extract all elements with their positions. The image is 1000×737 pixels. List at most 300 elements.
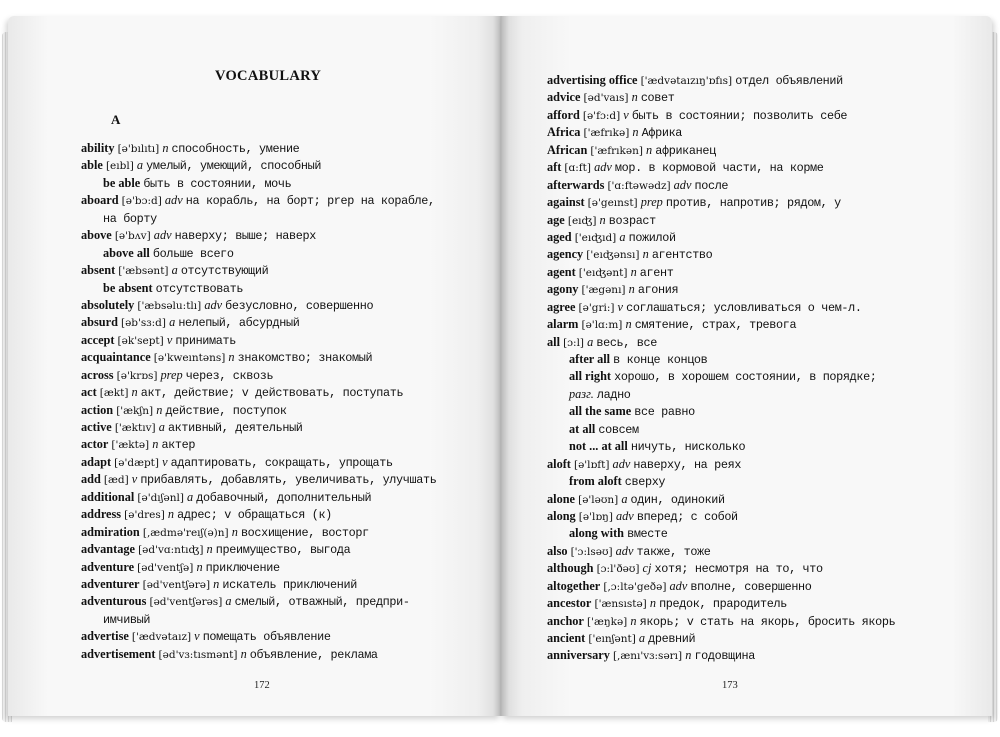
part-of-speech: v <box>617 299 624 314</box>
definition: адаптировать, сокращать, упрощать <box>170 455 393 470</box>
part-of-speech: a <box>171 263 178 278</box>
part-of-speech: n <box>213 576 220 591</box>
definition: добавочный, дополнительный <box>196 490 372 505</box>
definition: против, напротив; рядом, у <box>665 196 841 211</box>
transcription: ['eıʤənt] <box>578 266 628 279</box>
transcription: [ə'dres] <box>124 509 165 522</box>
definition: пожилой <box>628 230 676 245</box>
part-of-speech: prep <box>160 367 183 382</box>
vocabulary-entry <box>547 159 947 176</box>
headword: absurd <box>81 315 118 330</box>
part-of-speech: n <box>630 264 637 279</box>
headword: adventure <box>81 559 135 574</box>
transcription: [ə'geınst] <box>587 197 638 210</box>
headword: accept <box>81 332 115 347</box>
vocabulary-entry <box>547 246 947 263</box>
vocabulary-entry <box>81 541 471 558</box>
headword: ancestor <box>547 596 592 611</box>
definition: предок, прародитель <box>659 597 787 612</box>
vocabulary-entry <box>547 613 947 630</box>
vocabulary-entry <box>81 332 471 349</box>
vocabulary-entry <box>547 72 947 89</box>
vocabulary-entry <box>547 89 947 106</box>
headword: afterwards <box>547 177 605 192</box>
transcription: [ækt] <box>99 387 129 400</box>
part-of-speech: разг. <box>569 386 594 401</box>
vocabulary-entry <box>81 576 471 593</box>
part-of-speech: a <box>587 334 594 349</box>
transcription: [,ædmə'reıʃ(ə)n] <box>142 526 229 539</box>
transcription: ['æbsəlu:tlı] <box>137 299 202 312</box>
transcription: [ə'bʌv] <box>114 230 151 243</box>
vocabulary-entry <box>547 543 947 560</box>
vocabulary-entry <box>547 421 947 438</box>
part-of-speech: adv <box>164 193 183 208</box>
definition: приключение <box>205 560 280 575</box>
transcription: ['ɔ:lsəʊ] <box>570 545 613 558</box>
part-of-speech: adv <box>669 578 688 593</box>
definition: агентство <box>651 248 713 263</box>
headword: all <box>547 334 560 349</box>
headword: also <box>547 543 568 558</box>
transcription: [,ɔ:ltə'geðə] <box>603 580 667 593</box>
definition: вполне, совершенно <box>690 579 812 594</box>
part-of-speech: n <box>228 350 235 365</box>
headword: be able <box>103 175 141 190</box>
headword: adventurous <box>81 594 147 609</box>
definition: один, одинокий <box>630 492 725 507</box>
headword: advantage <box>81 542 135 557</box>
headword: additional <box>81 489 135 504</box>
transcription: [ə'dæpt] <box>114 456 159 469</box>
transcription: ['æfrıkən] <box>590 144 643 157</box>
transcription: [eıbl] <box>105 160 134 173</box>
part-of-speech: n <box>631 90 638 105</box>
page-number-right: 173 <box>722 680 738 691</box>
transcription: ['ækʃn] <box>116 404 154 417</box>
headword: age <box>547 212 565 227</box>
definition: все равно <box>634 405 695 420</box>
vocabulary-entry <box>81 210 471 227</box>
transcription: [ə'dıʃənl] <box>137 491 184 504</box>
headword: act <box>81 385 97 400</box>
transcription: [ə'bɔ:d] <box>121 195 162 208</box>
vocabulary-entry <box>81 280 471 297</box>
headword: at all <box>569 421 596 436</box>
vocabulary-entry <box>547 281 947 298</box>
transcription: [əb'sɜ:d] <box>121 317 167 330</box>
definition: имчивый <box>103 612 151 627</box>
headword: along with <box>569 526 625 541</box>
transcription: ['eıʤıd] <box>574 231 617 244</box>
vocabulary-entry <box>547 403 947 420</box>
definition: весь, все <box>596 335 657 350</box>
headword: active <box>81 420 112 434</box>
transcription: [ə'lɑ:m] <box>581 319 623 332</box>
headword: aged <box>547 229 572 244</box>
transcription: [ə'fɔ:d] <box>582 109 621 122</box>
vocabulary-entry <box>547 368 947 385</box>
definition: больше всего <box>152 246 234 261</box>
headword: actor <box>81 437 109 452</box>
definition: наверху, на реях <box>633 457 742 472</box>
definition: быть в состоянии; позволить себе <box>631 108 848 123</box>
part-of-speech: a <box>158 420 165 434</box>
headword: be absent <box>103 280 153 295</box>
part-of-speech: n <box>131 385 138 400</box>
transcription: ['eınʃənt] <box>588 633 636 645</box>
headword: adapt <box>81 454 112 469</box>
vocabulary-entry <box>81 593 471 610</box>
headword: afford <box>547 107 580 122</box>
transcription: ['æktə] <box>111 439 150 452</box>
headword: altogether <box>547 578 601 593</box>
vocabulary-entry <box>81 454 471 471</box>
vocabulary-entry <box>547 578 947 595</box>
vocabulary-entry <box>547 142 947 159</box>
definition: объявление, реклама <box>249 647 378 662</box>
part-of-speech: adv <box>615 543 634 558</box>
vocabulary-entry <box>81 367 471 384</box>
vocabulary-entry <box>81 611 471 628</box>
headword: although <box>547 561 594 576</box>
definition: мор. в кормовой части, на корме <box>614 161 824 176</box>
definition: отсутствующий <box>180 264 269 279</box>
definition: африканец <box>655 143 716 158</box>
headword: add <box>81 472 101 487</box>
part-of-speech: n <box>630 613 637 628</box>
part-of-speech: n <box>152 437 159 452</box>
headword: alone <box>547 491 576 506</box>
headword: across <box>81 367 114 382</box>
transcription: [ə'gri:] <box>578 301 615 314</box>
definition: отдел объявлений <box>735 74 843 88</box>
transcription: ['ædvətaızıŋ'ɒfıs] <box>640 75 733 87</box>
vocabulary-entry <box>547 212 947 229</box>
definition: хотя; несмотря на то, что <box>654 562 823 577</box>
transcription: [əd'ventʃərəs] <box>149 596 223 609</box>
transcription: [ə'lɒft] <box>573 458 610 471</box>
headword: action <box>81 402 114 417</box>
part-of-speech: n <box>625 317 632 332</box>
vocabulary-entry <box>547 456 947 473</box>
headword: not ... at all <box>569 439 628 454</box>
headword: agent <box>547 264 576 279</box>
transcription: ['ænsıstə] <box>594 598 647 611</box>
headword: after all <box>569 352 611 366</box>
definition: знакомство; знакомый <box>237 351 373 366</box>
vocabulary-entry <box>547 560 947 577</box>
part-of-speech: a <box>169 315 176 330</box>
definition: активный, деятельный <box>167 421 303 435</box>
vocabulary-entry <box>547 473 947 490</box>
part-of-speech: n <box>599 212 606 227</box>
transcription: ['æŋkə] <box>586 615 628 628</box>
part-of-speech: v <box>131 472 138 487</box>
definition: ладно <box>596 387 631 402</box>
definition: восхищение, восторг <box>240 525 369 540</box>
headword: Africa <box>547 125 581 140</box>
headword: above all <box>103 245 150 260</box>
part-of-speech: n <box>649 596 656 611</box>
vocabulary-entry <box>81 402 471 419</box>
headword: anniversary <box>547 648 610 663</box>
transcription: [ə'kweıntəns] <box>153 352 226 365</box>
part-of-speech: adv <box>153 228 172 243</box>
vocabulary-entry <box>547 194 947 211</box>
transcription: [əd'ventʃərə] <box>142 578 211 591</box>
part-of-speech: adv <box>616 508 634 523</box>
part-of-speech: adv <box>612 456 631 471</box>
transcription: ['æktıv] <box>114 422 156 434</box>
vocabulary-entry <box>547 107 947 124</box>
definition: на борту <box>103 211 157 226</box>
definition: актер <box>161 438 196 453</box>
part-of-speech: cj <box>642 561 652 576</box>
headword: acquaintance <box>81 350 151 365</box>
vocabulary-entry <box>547 438 947 455</box>
definition: умелый, умеющий, способный <box>146 159 322 174</box>
vocabulary-entry <box>547 491 947 508</box>
headword: able <box>81 158 103 173</box>
part-of-speech: v <box>194 629 200 644</box>
definition: в конце концов <box>613 353 708 367</box>
part-of-speech: n <box>642 247 649 262</box>
transcription: ['eıʤənsı] <box>586 249 640 262</box>
definition: хорошо, в хорошем состоянии, в порядке; <box>614 370 877 385</box>
headword: admiration <box>81 524 140 539</box>
headword: anchor <box>547 613 584 628</box>
transcription: [ə'bılıtı] <box>117 143 160 155</box>
definition: также, тоже <box>636 544 711 559</box>
definition: безусловно, совершенно <box>225 298 374 313</box>
headword: alarm <box>547 317 579 332</box>
section-letter: A <box>111 112 121 127</box>
transcription: [ɔ:l'ðəʊ] <box>596 563 640 576</box>
vocabulary-entry <box>547 525 947 542</box>
definition: искатель приключений <box>222 577 357 592</box>
headword: above <box>81 228 112 243</box>
definition: агония <box>637 283 679 298</box>
definition: принимать <box>175 333 236 348</box>
headword: adventurer <box>81 576 140 591</box>
part-of-speech: n <box>646 142 653 157</box>
definition: совет <box>640 91 675 106</box>
transcription: [æd] <box>103 474 129 487</box>
part-of-speech: n <box>156 402 163 417</box>
vocabulary-entry <box>81 471 471 488</box>
headword: agree <box>547 299 576 314</box>
headword: African <box>547 142 588 157</box>
transcription: [əd'vɜ:tısmənt] <box>158 648 238 661</box>
headword: ancient <box>547 631 586 645</box>
vocabulary-entry <box>547 229 947 246</box>
part-of-speech: adv <box>204 297 223 312</box>
part-of-speech: a <box>225 594 232 609</box>
headword: aft <box>547 160 562 175</box>
part-of-speech: n <box>240 646 247 661</box>
part-of-speech: n <box>196 559 203 574</box>
definition: нелепый, абсурдный <box>178 316 300 331</box>
vocabulary-entry <box>547 299 947 316</box>
vocabulary-entry <box>547 386 947 403</box>
headword: address <box>81 507 122 522</box>
part-of-speech: n <box>685 648 692 663</box>
part-of-speech: n <box>632 125 639 140</box>
definition: быть в состоянии, мочь <box>143 176 292 191</box>
transcription: [ək'sept] <box>117 334 164 347</box>
definition: наверху; выше; наверх <box>174 229 316 244</box>
part-of-speech: n <box>206 542 213 557</box>
transcription: [əd'vaıs] <box>583 92 629 105</box>
part-of-speech: adv <box>594 160 612 175</box>
vocabulary-entry <box>81 384 471 401</box>
transcription: [ə'krɒs] <box>116 369 158 382</box>
vocabulary-entry <box>81 506 471 523</box>
vocabulary-entry <box>547 124 947 141</box>
headword: advertisement <box>81 646 156 661</box>
headword: against <box>547 195 585 210</box>
vocabulary-entry <box>81 314 471 331</box>
definition: акт, действие; v действовать, поступать <box>140 386 404 401</box>
vocabulary-entry <box>547 595 947 612</box>
headword: advertise <box>81 629 129 644</box>
part-of-speech: adv <box>673 177 692 192</box>
headword: along <box>547 508 576 523</box>
definition: древний <box>648 632 696 646</box>
headword: absolutely <box>81 297 135 312</box>
page-number-left: 172 <box>254 680 270 691</box>
transcription: ['ɑ:ftəwədz] <box>607 179 671 192</box>
part-of-speech: a <box>638 631 646 645</box>
vocabulary-entry <box>81 297 471 314</box>
vocabulary-entry <box>547 316 947 333</box>
part-of-speech: a <box>187 489 194 504</box>
vocabulary-entries-right <box>547 72 947 665</box>
headword: aloft <box>547 456 571 471</box>
vocabulary-entry <box>547 351 947 368</box>
definition: помещать объявление <box>202 630 331 645</box>
part-of-speech: a <box>621 491 628 506</box>
part-of-speech: n <box>162 141 169 155</box>
page-title: VOCABULARY <box>215 68 322 84</box>
definition: ничуть, нисколько <box>630 440 746 455</box>
definition: якорь; v стать на якорь, бросить якорь <box>639 614 896 629</box>
vocabulary-entry <box>81 489 471 506</box>
headword: all right <box>569 369 612 384</box>
transcription: [,ænı'vɜ:sərı] <box>612 650 683 663</box>
transcription: ['æbsənt] <box>118 265 169 278</box>
part-of-speech: v <box>623 107 629 122</box>
definition: вперед; с собой <box>636 509 738 524</box>
part-of-speech: a <box>619 229 626 244</box>
definition: через, сквозь <box>185 368 274 383</box>
vocabulary-entry <box>547 630 947 647</box>
definition: адрес; v обращаться (к) <box>177 508 332 523</box>
transcription: ['ægənı] <box>581 284 626 297</box>
definition: действие, поступок <box>165 403 287 418</box>
vocabulary-entry <box>81 192 471 209</box>
vocabulary-entry <box>81 436 471 453</box>
open-book <box>8 10 992 730</box>
definition: соглашаться; условливаться о чем-л. <box>626 300 862 315</box>
headword: absent <box>81 263 116 278</box>
vocabulary-entry <box>81 628 471 645</box>
transcription: [əd'vɑ:ntıʤ] <box>138 544 204 557</box>
vocabulary-entry <box>547 334 947 351</box>
definition: сверху <box>624 475 666 490</box>
vocabulary-entry <box>81 140 471 157</box>
definition: отсутствовать <box>155 281 244 296</box>
vocabulary-entry <box>81 227 471 244</box>
left-page <box>8 16 501 716</box>
vocabulary-entry <box>547 647 947 664</box>
definition: агент <box>639 265 674 280</box>
headword: agency <box>547 247 584 262</box>
part-of-speech: v <box>162 454 168 469</box>
vocabulary-entry <box>547 264 947 281</box>
transcription: [əd'ventʃə] <box>137 561 194 574</box>
definition: после <box>694 178 729 193</box>
transcription: [ɔ:l] <box>563 336 585 349</box>
vocabulary-entry <box>81 524 471 541</box>
transcription: [ɑ:ft] <box>564 162 591 175</box>
part-of-speech: n <box>167 507 175 522</box>
part-of-speech: n <box>231 524 238 539</box>
headword: ability <box>81 141 115 155</box>
vocabulary-entry <box>81 262 471 279</box>
definition: прибавлять, добавлять, увеличивать, улучшать <box>140 473 437 488</box>
transcription: ['ædvətaız] <box>131 631 192 644</box>
part-of-speech: a <box>136 158 144 173</box>
headword: advertising office <box>547 73 638 87</box>
vocabulary-entry <box>81 559 471 576</box>
definition: годовщина <box>694 649 756 664</box>
headword: all the same <box>569 404 632 419</box>
definition: на корабль, на борт; prep на корабле, <box>185 194 435 209</box>
definition: Африка <box>641 126 683 141</box>
vocabulary-entry <box>81 349 471 366</box>
vocabulary-entry <box>81 646 471 663</box>
vocabulary-entry <box>547 508 947 525</box>
book-gutter <box>493 16 509 716</box>
transcription: ['æfrıkə] <box>583 127 630 140</box>
headword: from aloft <box>569 474 622 489</box>
transcription: [ə'lɒŋ] <box>578 510 613 523</box>
part-of-speech: v <box>166 332 173 347</box>
vocabulary-entry <box>81 157 471 174</box>
vocabulary-entry <box>81 175 471 192</box>
part-of-speech: n <box>628 282 635 297</box>
vocabulary-entries-left <box>81 140 471 663</box>
headword: advice <box>547 90 581 105</box>
headword: agony <box>547 282 579 297</box>
transcription: [ə'ləʊn] <box>578 493 619 506</box>
definition: преимущество, выгода <box>215 543 351 558</box>
vocabulary-entry <box>81 419 471 436</box>
headword: aboard <box>81 193 119 208</box>
definition: смелый, отважный, предпри- <box>234 595 410 610</box>
definition: смятение, страх, тревога <box>634 318 797 333</box>
definition: возраст <box>608 213 656 228</box>
right-page <box>501 16 992 716</box>
vocabulary-entry <box>81 245 471 262</box>
transcription: [eıʤ] <box>567 214 597 227</box>
definition: совсем <box>598 422 639 437</box>
vocabulary-entry <box>547 177 947 194</box>
definition: способность, умение <box>171 142 300 156</box>
definition: вместе <box>627 527 668 542</box>
